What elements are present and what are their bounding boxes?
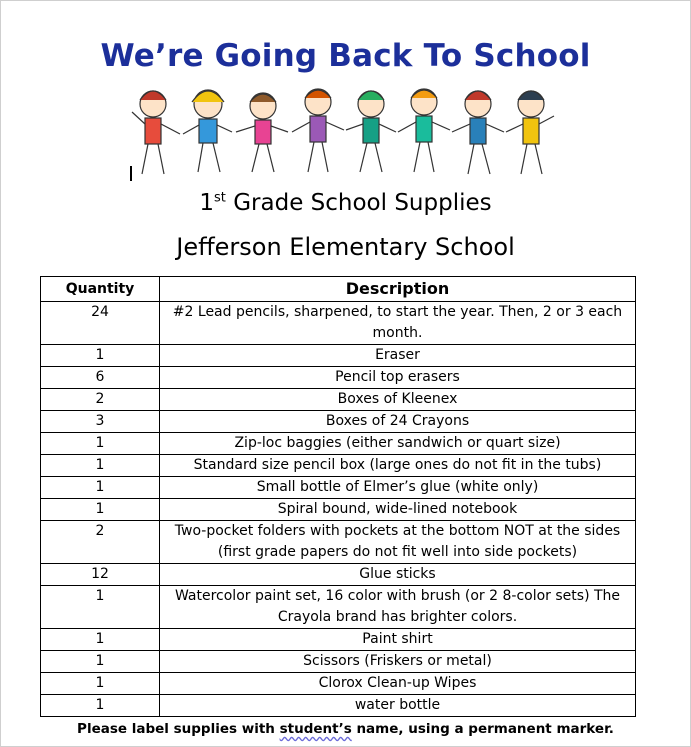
kid-figure	[236, 93, 288, 172]
table-row	[41, 673, 636, 695]
supplies-table	[40, 276, 636, 717]
description-cell: Two-pocket folders with pockets at the bottom NOT at the sides (first grade papers do not fit well into side pockets)	[160, 521, 636, 564]
quantity-cell: 6	[41, 367, 160, 389]
quantity-cell: 12	[41, 564, 160, 586]
quantity-cell: 2	[41, 389, 160, 411]
description-header: Description	[160, 277, 636, 302]
table-row	[41, 564, 636, 586]
quantity-cell: 24	[41, 302, 160, 345]
quantity-header: Quantity	[41, 277, 160, 302]
table-header-row	[41, 277, 636, 302]
grade-ordinal: st	[214, 190, 226, 206]
kid-figure	[346, 91, 396, 172]
description-cell: Small bottle of Elmer’s glue (white only)	[160, 477, 636, 499]
grade-heading-text: Grade School Supplies	[225, 190, 492, 216]
description-cell: Boxes of 24 Crayons	[160, 411, 636, 433]
description-cell: Zip-loc baggies (either sandwich or quart size)	[160, 433, 636, 455]
table-row	[41, 477, 636, 499]
spellcheck-underlined-word: student’s	[279, 721, 352, 737]
kid-figure	[506, 91, 554, 174]
description-cell: Scissors (Friskers or metal)	[160, 651, 636, 673]
table-row	[41, 345, 636, 367]
quantity-cell: 1	[41, 433, 160, 455]
description-cell: #2 Lead pencils, sharpened, to start the year. Then, 2 or 3 each month.	[160, 302, 636, 345]
quantity-cell: 1	[41, 586, 160, 629]
table-row	[41, 455, 636, 477]
kid-figure	[452, 91, 504, 174]
table-row	[41, 411, 636, 433]
grade-number: 1	[199, 190, 215, 216]
text-cursor	[130, 166, 132, 181]
description-cell: Paint shirt	[160, 629, 636, 651]
kid-figure	[183, 90, 232, 172]
quantity-cell: 1	[41, 673, 160, 695]
description-cell: Glue sticks	[160, 564, 636, 586]
footer-text-before: Please label supplies with	[77, 721, 280, 737]
description-cell: Standard size pencil box (large ones do not fit in the tubs)	[160, 455, 636, 477]
table-row	[41, 499, 636, 521]
description-cell: Pencil top erasers	[160, 367, 636, 389]
description-cell: Boxes of Kleenex	[160, 389, 636, 411]
description-cell: Spiral bound, wide-lined notebook	[160, 499, 636, 521]
quantity-cell: 3	[41, 411, 160, 433]
description-cell: water bottle	[160, 695, 636, 717]
quantity-cell: 1	[41, 629, 160, 651]
table-row	[41, 521, 636, 564]
table-row	[41, 433, 636, 455]
description-cell: Eraser	[160, 345, 636, 367]
kid-figure	[292, 89, 344, 172]
table-row	[41, 367, 636, 389]
quantity-cell: 1	[41, 455, 160, 477]
table-row	[41, 586, 636, 629]
quantity-cell: 1	[41, 695, 160, 717]
quantity-cell: 2	[41, 521, 160, 564]
quantity-cell: 1	[41, 651, 160, 673]
table-row	[41, 389, 636, 411]
table-row	[41, 651, 636, 673]
table-row	[41, 695, 636, 717]
footer-note	[0, 721, 691, 737]
banner-title: We’re Going Back To School	[100, 38, 591, 74]
kid-figure	[398, 89, 450, 172]
description-cell: Clorox Clean-up Wipes	[160, 673, 636, 695]
kid-figure	[132, 91, 180, 174]
description-cell: Watercolor paint set, 16 color with brush (or 2 8-color sets) The Crayola brand has brighter colors.	[160, 586, 636, 629]
footer-text-after: name, using a permanent marker.	[351, 721, 614, 737]
table-row	[41, 629, 636, 651]
kids-clipart-illustration	[128, 82, 558, 182]
quantity-cell: 1	[41, 345, 160, 367]
table-row	[41, 302, 636, 345]
quantity-cell: 1	[41, 477, 160, 499]
quantity-cell: 1	[41, 499, 160, 521]
grade-heading	[0, 190, 691, 216]
school-name: Jefferson Elementary School	[176, 233, 515, 261]
